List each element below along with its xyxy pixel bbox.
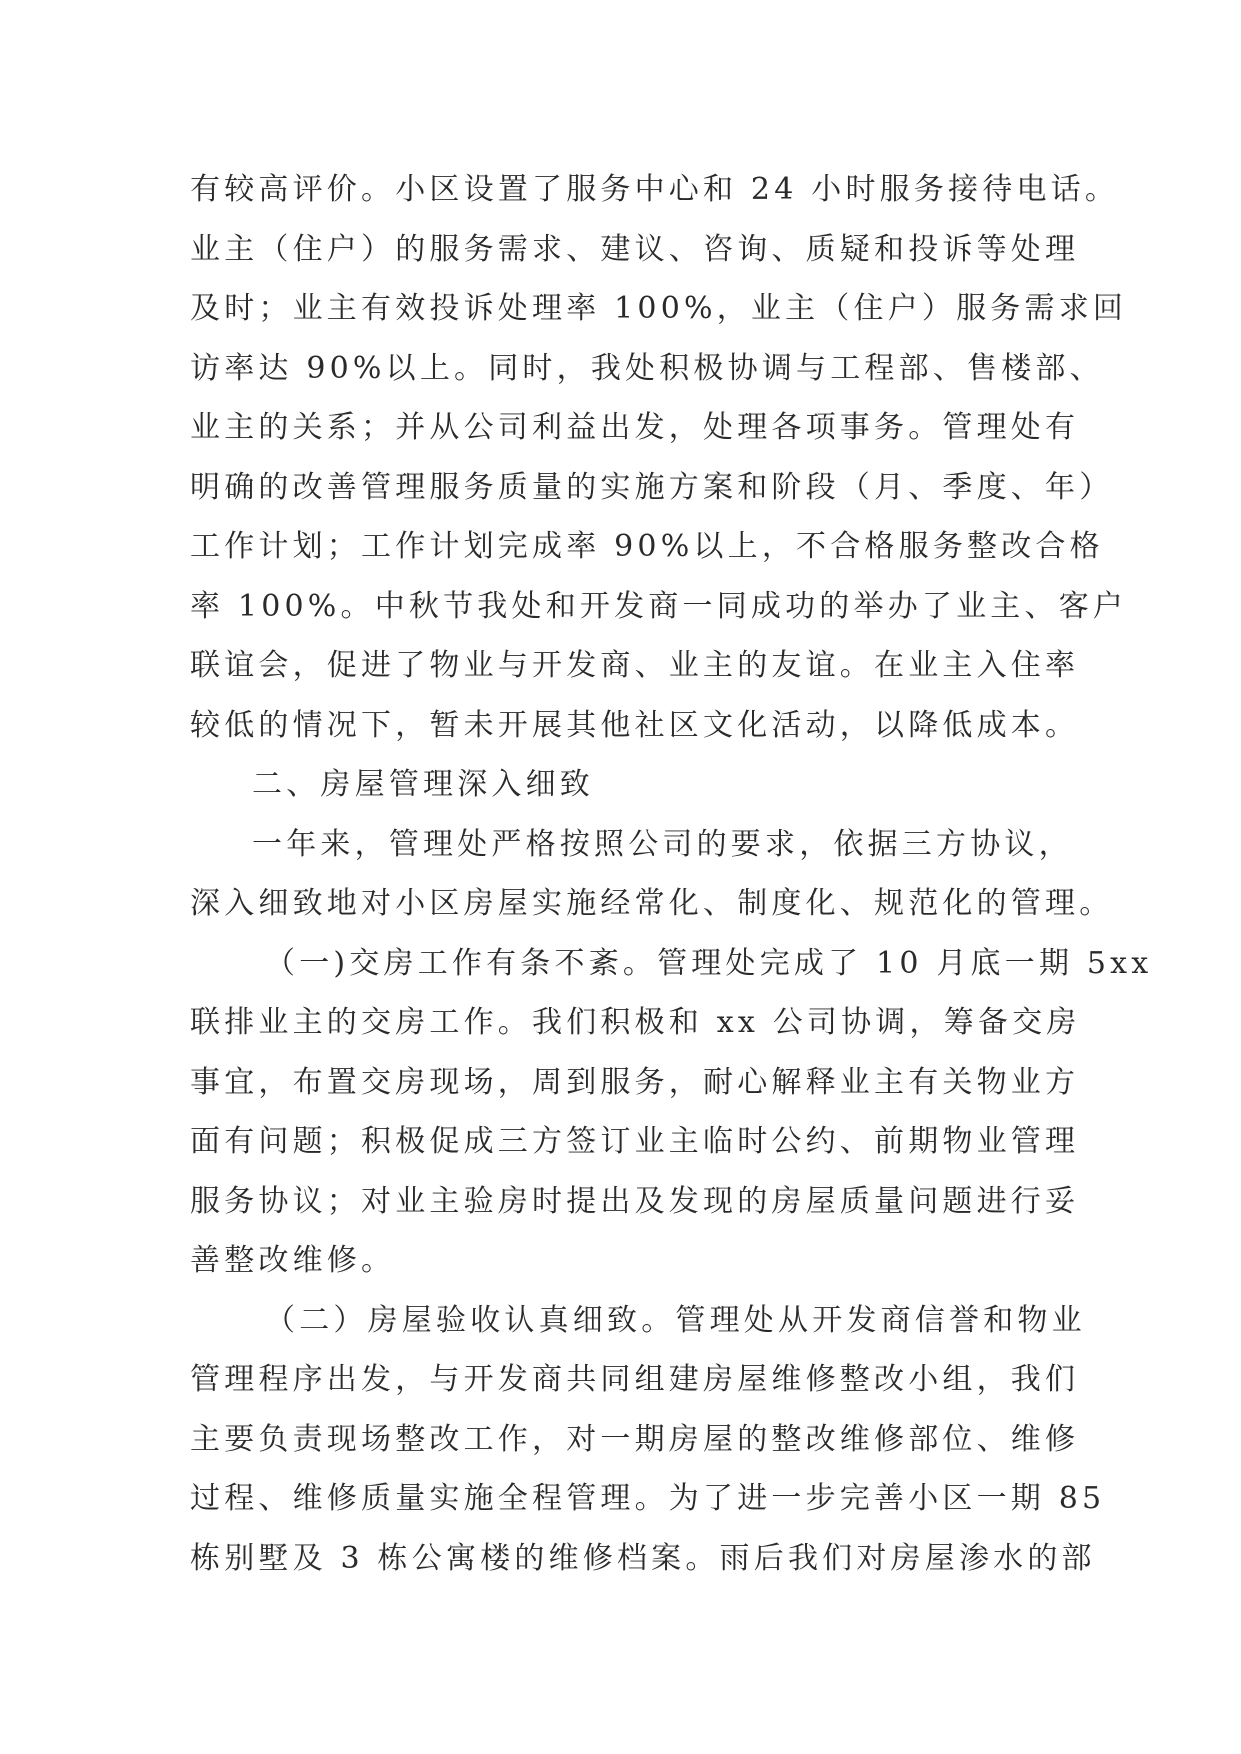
- text-line: 有较高评价。小区设置了服务中心和 24 小时服务接待电话。: [190, 172, 1120, 207]
- text-line: 较低的情况下，暂未开展其他社区文化活动，以降低成本。: [190, 707, 1080, 743]
- text-line: 业主的关系；并从公司利益出发，处理各项事务。管理处有: [190, 410, 1080, 445]
- text-line: 过程、维修质量实施全程管理。为了进一步完善小区一期 85: [190, 1481, 1106, 1516]
- document-body: [190, 160, 1153, 1588]
- subsection-first-line: （一)交房工作有条不紊。管理处完成了 10 月底一期 5xx: [265, 945, 1153, 981]
- text-line: 明确的改善管理服务质量的实施方案和阶段（月、季度、年）: [190, 469, 1114, 505]
- paragraph-first-line: 一年来，管理处严格按照公司的要求，依据三方协议，: [252, 826, 1073, 862]
- text-line: 主要负责现场整改工作，对一期房屋的整改维修部位、维修: [190, 1421, 1080, 1457]
- section-heading: 二、房屋管理深入细致: [252, 767, 594, 802]
- text-line: 业主（住户）的服务需求、建议、咨询、质疑和投诉等处理: [190, 231, 1080, 267]
- text-line: 深入细致地对小区房屋实施经常化、制度化、规范化的管理。: [190, 886, 1114, 921]
- text-line: 工作计划；工作计划完成率 90%以上，不合格服务整改合格: [190, 529, 1104, 564]
- text-line: 联谊会，促进了物业与开发商、业主的友谊。在业主入住率: [190, 648, 1080, 683]
- text-line: 率 100%。中秋节我处和开发商一同成功的举办了业主、客户: [190, 588, 1128, 624]
- text-line: 善整改维修。: [190, 1243, 396, 1278]
- text-line: 管理程序出发，与开发商共同组建房屋维修整改小组，我们: [190, 1362, 1080, 1397]
- text-line: 及时；业主有效投诉处理率 100%，业主（住户）服务需求回: [190, 291, 1128, 326]
- text-line: 服务协议；对业主验房时提出及发现的房屋质量问题进行妥: [190, 1183, 1080, 1219]
- text-line: 栋别墅及 3 栋公寓楼的维修档案。雨后我们对房屋渗水的部: [190, 1540, 1096, 1576]
- text-line: 访率达 90%以上。同时，我处积极协调与工程部、售楼部、: [190, 350, 1104, 386]
- text-line: 面有问题；积极促成三方签订业主临时公约、前期物业管理: [190, 1124, 1080, 1159]
- text-line: 联排业主的交房工作。我们积极和 xx 公司协调，筹备交房: [190, 1005, 1081, 1040]
- text-line: 事宜，布置交房现场，周到服务，耐心解释业主有关物业方: [190, 1064, 1080, 1100]
- subsection-first-line: （二）房屋验收认真细致。管理处从开发商信誉和物业: [265, 1302, 1086, 1338]
